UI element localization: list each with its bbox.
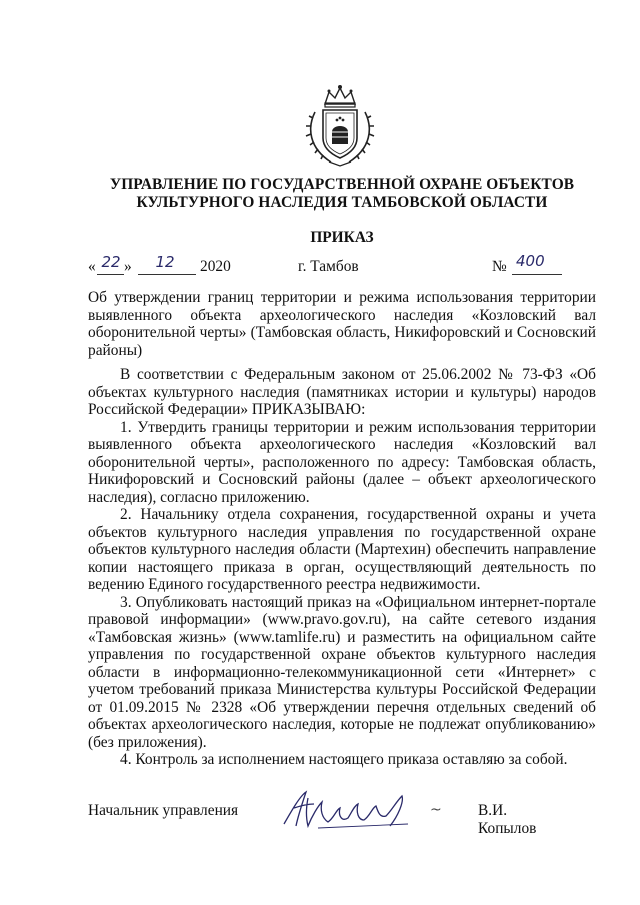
coat-of-arms-icon	[301, 82, 379, 168]
order-body	[88, 366, 596, 769]
authority-header	[60, 176, 624, 212]
document-type-title: ПРИКАЗ	[310, 229, 374, 246]
day-underline	[97, 274, 124, 275]
authority-header-line-2: КУЛЬТУРНОГО НАСЛЕДИЯ ТАМБОВСКОЙ ОБЛАСТИ	[136, 194, 548, 211]
city: г. Тамбов	[298, 258, 359, 275]
month-underline	[138, 274, 196, 275]
order-item-1: 1. Утвердить границы территории и режим использования территории выявленного объекта археологического наследия «Козловский вал оборонительной черты», расположенного по адресу: Тамбовская область, Никифоровский и Сосновский районы (далее – объект археологического наследия), согласно приложению.	[88, 418, 596, 506]
date-quote-close: »	[124, 258, 132, 275]
number-sign: №	[492, 258, 507, 275]
order-item-2: 2. Начальнику отдела сохранения, государственной охраны и учета объектов культурного наследия управления по государственной охране объектов культурного наследия области (Мартехин) обеспечить направление копии настоящего приказа в орган, осуществляющий деятельность по ведению Единого государственного реестра недвижимости.	[88, 506, 596, 593]
signer-position: Начальник управления	[88, 802, 239, 819]
order-subject: Об утверждении границ территории и режима использования территории выявленного объекта археологического наследия «Козловский вал оборонительной черты» (Тамбовская область, Никифоровский и Сосновский районы)	[88, 289, 596, 359]
date-month-handwritten: 12	[155, 253, 175, 271]
date-day-handwritten: 22	[101, 253, 121, 271]
date-number-line	[88, 252, 568, 282]
signer-name: В.И. Копылов	[478, 802, 537, 837]
order-item-3: 3. Опубликовать настоящий приказ на «Официальном интернет-портале правовой информации» (www.pravo.gov.ru), на сайте сетевого издания «Тамбовская жизнь» (www.tamlife.ru) и разместить на официальном сайте управления по государственной охране объектов культурного наследия области в информационно-телекоммуникационной сети «Интернет» с учетом требований приказа Министерства культуры Российской Федерации от 01.09.2015 № 2328 «Об утверждении перечня отдельных сведений об объектах археологического наследия, которые не подлежат опубликованию» (без приложения).	[88, 593, 596, 751]
order-number-handwritten: 400	[516, 252, 545, 270]
order-item-4: 4. Контроль за исполнением настоящего приказа оставляю за собой.	[120, 751, 568, 768]
handwritten-signature-icon	[278, 788, 418, 832]
date-year: 2020	[200, 258, 231, 275]
signature-dash: ~	[430, 802, 442, 818]
authority-header-line-1: УПРАВЛЕНИЕ ПО ГОСУДАРСТВЕННОЙ ОХРАНЕ ОБЪЕКТОВ	[109, 176, 575, 193]
date-quote-open: «	[88, 258, 96, 275]
number-underline	[512, 274, 562, 275]
preamble: В соответствии с Федеральным законом от 25.06.2002 № 73-ФЗ «Об объектах культурного наследия (памятниках истории и культуры) народов Российской Федерации» ПРИКАЗЫВАЮ:	[88, 366, 596, 418]
signature-block	[88, 796, 568, 836]
